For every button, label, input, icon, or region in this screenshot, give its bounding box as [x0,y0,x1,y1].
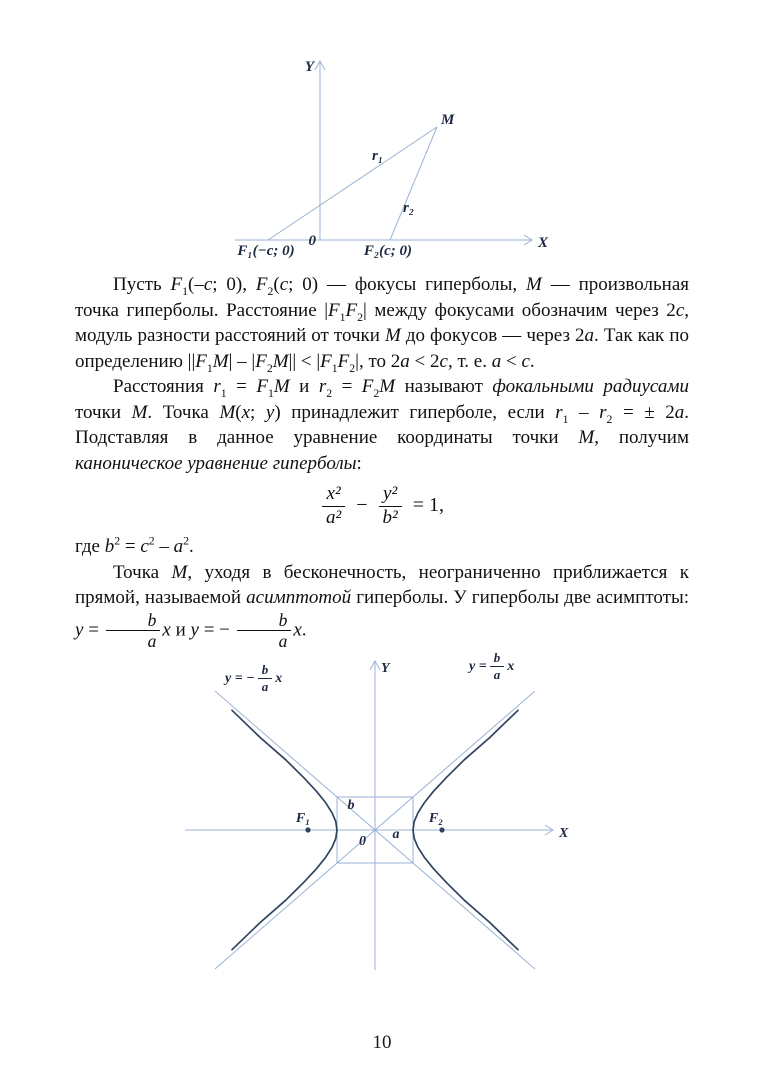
focal-radii-diagram [130,55,670,270]
asymptote-label-positive [469,651,514,682]
paragraph-b-relation: где $b^2 = c^2 - a^2$. [75,534,194,558]
focal-radii-lines [268,127,437,240]
canonical-equation [75,484,689,528]
r1-label: r₁ [372,148,384,164]
minus-sign: − [356,494,368,517]
fraction-b-a: $\frac{b}{a}$ [258,663,273,694]
focal-radii-figure [130,55,670,270]
body-text [75,272,689,651]
paragraph-asymptotes: Точка M, уходя в бесконечность, неограниченно приближается к прямой, называемой асимптотой гиперболы. У гиперболы две асимптоты: y = $\frac{b}{a}$ x и y = − $\frac{b}{a}$ x. [75,561,689,652]
page-number: 10 [372,1032,392,1053]
focus-f1-point [305,827,310,832]
fraction-y2-b2 [379,484,402,528]
axes [235,61,532,245]
hyperbola-diagram [75,650,675,980]
asymptote-equation-tail: x [275,670,283,686]
fraction-numerator: y² [379,484,402,507]
r2-label: r₂ [403,200,415,216]
axes [185,658,553,970]
focus-f1-label: F₁(−c; 0) [237,243,295,259]
hyperbola-asymptotes-figure [75,650,689,985]
x-axis-label: X [538,235,549,251]
origin-label: 0 [308,233,316,249]
paragraph-foci-definition: Пусть $F_1(-c$; 0), $F_2(c$; 0) — фокусы гиперболы, M — произвольная точка гиперболы. Расстояние $|F_1F_2|$ между фокусами обозначим через 2c, модуль разности расстояний от точки M до фокусов — через 2a. Так как по определению $||F_1M| - |F_2M|| < |F_1F_2|$, то 2a < 2c, т. е. a < c. [75,274,689,375]
point-m-label: M [441,112,455,128]
y-axis-label: Y [381,661,390,676]
semi-axis-a-label: a [392,827,400,842]
paragraph-focal-radii: Расстояния $r_1 = F_1M$ и $r_2 = F_2M$ называют фокальными радиусами точки M. Точка M(x; y) принадлежит гиперболе, если $r_1 - r_2$ = ± 2a. Подставляя в данное уравнение координаты точки M, получим каноническое уравнение гиперболы: [75,376,690,474]
equals-one: = 1, [412,494,444,517]
fraction-x2-a2 [322,484,345,528]
semi-axis-b-label: b [347,798,355,813]
x-axis-label: X [559,826,569,841]
radius-f2-m-line [390,127,437,240]
radius-f1-m-line [268,127,437,240]
asymptote-equation-lead: y = [469,658,487,674]
focus-f2-point [439,827,444,832]
fraction-denominator: a² [326,506,342,528]
focus-f2-label: F₂ [428,811,444,826]
focus-f1-label: F₁ [295,811,311,826]
fraction-b-a: $\frac{b}{a}$ [490,651,505,682]
fraction-denominator: b² [382,506,398,528]
asymptote-equation-lead: y = − [225,670,255,686]
origin-label: 0 [359,834,366,849]
focus-f2-label: F₂(c; 0) [363,243,413,259]
y-axis-label: Y [304,59,314,75]
asymptote-label-negative [225,663,282,694]
asymptote-equation-tail: x [507,658,515,674]
fraction-numerator: x² [322,484,345,507]
